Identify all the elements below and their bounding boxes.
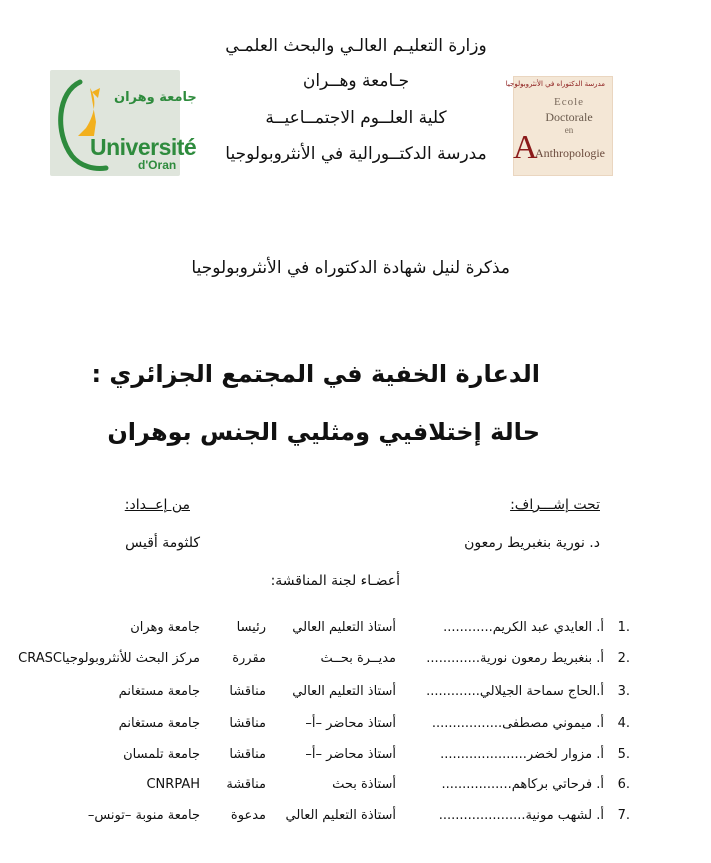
member-inst: جامعة مستغانم (118, 684, 200, 699)
member-num: 4. (617, 716, 630, 731)
member-rank: مديــرة بحــث (320, 651, 396, 666)
member-name: أ. لشهب مونية..................... (438, 808, 604, 823)
student-name: كلثومة أقيس (125, 535, 200, 551)
logo-right-doctorale: Doctorale (545, 110, 593, 124)
member-inst: جامعة مستغانم (118, 716, 200, 731)
member-rank: أستاذة بحث (332, 777, 396, 792)
member-inst: جامعة منوبة –تونس– (87, 808, 200, 823)
logo-right-arabic: مدرسة الدكتوراه في الأنثروبولوجيا (505, 80, 605, 88)
supervisor-name: د. نورية بنغبريط رمعون (464, 535, 600, 551)
faculty-line: كلية العلــوم الاجتمــاعيــة (265, 108, 447, 128)
logo-right-en: en (564, 125, 574, 135)
member-num: 2. (617, 651, 630, 666)
supervision-label: تحت إشـــراف: (510, 497, 600, 513)
member-role: مناقشة (226, 777, 266, 792)
member-name: أ. فرحاتي بركاهم................. (441, 777, 604, 792)
member-num: 6. (617, 777, 630, 792)
member-inst: جامعة تلمسان (123, 747, 200, 762)
member-name: أ. ميموني مصطفى................. (431, 716, 604, 731)
logo-left-universite: Université (90, 134, 197, 160)
member-num: 5. (617, 747, 630, 762)
member-role: مدعوة (230, 808, 266, 823)
member-role: رئيسا (236, 620, 266, 635)
member-role: مناقشا (229, 716, 266, 731)
logo-right-ecole: Ecole (553, 96, 585, 108)
logo-left-arabic: جامعة وهران (114, 90, 197, 105)
university-line: جـامعة وهــران (302, 71, 410, 91)
logo-right-anthropologie: Anthropologie (535, 146, 605, 160)
member-name: أ.الحاج سماحة الجيلالي............. (426, 684, 604, 699)
thesis-title-line1: الدعارة الخفية في المجتمع الجزائري : (91, 360, 540, 388)
member-inst: CNRPAH (146, 777, 200, 792)
member-num: 7. (617, 808, 630, 823)
member-num: 3. (617, 684, 630, 699)
committee-label: أعضـاء لجنة المناقشة: (270, 573, 400, 589)
member-rank: أستاذ محاضر –أ– (305, 716, 396, 731)
member-role: مناقشا (229, 747, 266, 762)
school-line: مدرسة الدكتــورالية في الأنثروبولوجيا (225, 144, 487, 164)
universite-oran-logo (50, 70, 197, 176)
member-num: 1. (617, 620, 630, 635)
preparation-label: من إعــداد: (124, 497, 190, 513)
member-inst: جامعة وهران (130, 620, 200, 635)
member-rank: أستاذ التعليم العالي (292, 684, 396, 699)
member-name: أ. مزوار لخضر..................... (440, 747, 604, 762)
ministry-line: وزارة التعليـم العالـي والبحث العلمـي (225, 36, 487, 56)
member-role: مقررة (232, 651, 266, 666)
member-rank: أستاذ محاضر –أ– (305, 747, 396, 762)
thesis-title-line2: حالة إختلافيي ومثليي الجنس بوهران (107, 418, 540, 446)
member-rank: أستاذة التعليم العالي (285, 808, 396, 823)
member-inst: مركز البحث للأنثروبولوجياCRASC (18, 651, 200, 666)
ecole-doctorale-logo (505, 76, 613, 176)
thesis-subtitle: مذكرة لنيل شهادة الدكتوراه في الأنثروبولوجيا (191, 258, 510, 278)
logo-right-big-a: A (513, 129, 538, 166)
member-name: أ. بنغبريط رمعون نورية............. (426, 651, 604, 666)
member-name: أ. العايدي عبد الكريم............ (443, 620, 604, 635)
member-rank: أستاذ التعليم العالي (292, 620, 396, 635)
logo-left-doran: d'Oran (138, 158, 177, 172)
member-role: مناقشا (229, 684, 266, 699)
